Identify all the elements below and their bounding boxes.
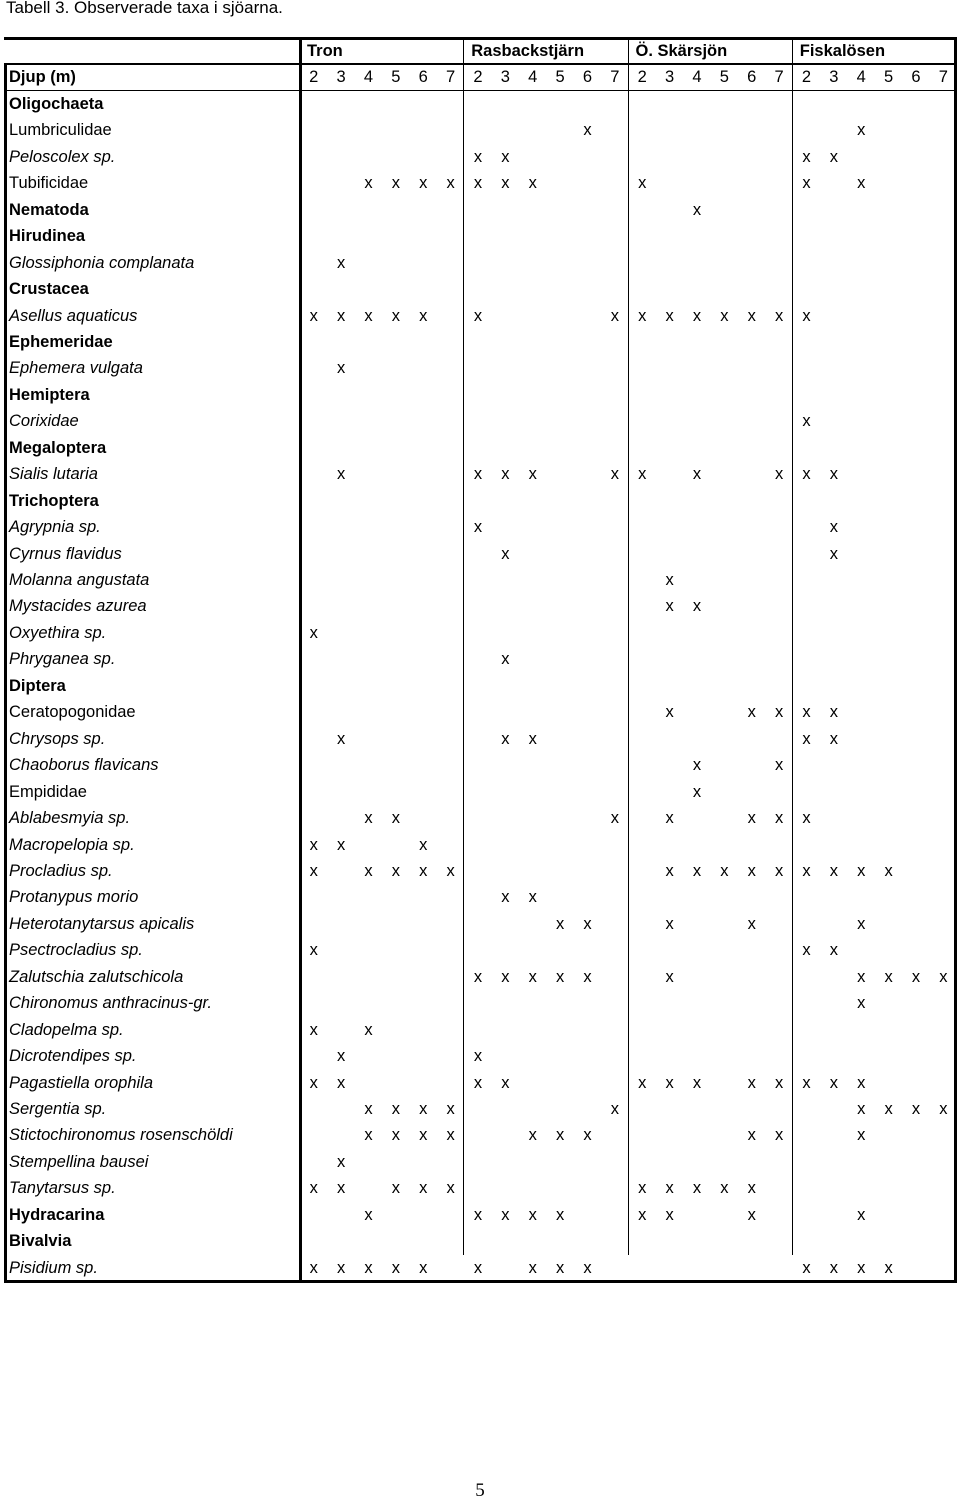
table-rule	[4, 64, 7, 1281]
presence-mark: x	[555, 914, 565, 933]
presence-mark: x	[665, 809, 674, 828]
presence-mark: x	[309, 306, 318, 325]
taxon-name: Molanna angustata	[9, 571, 150, 589]
presence-mark: x	[638, 1179, 647, 1198]
taxon-name: Dicrotendipes sp.	[9, 1047, 137, 1066]
presence-mark: x	[747, 703, 756, 722]
presence-mark: x	[829, 941, 838, 960]
presence-mark: x	[501, 174, 510, 193]
presence-mark: x	[747, 809, 756, 828]
presence-mark: x	[857, 861, 866, 880]
presence-mark: x	[473, 1258, 483, 1277]
presence-mark: x	[665, 1205, 674, 1224]
presence-mark: x	[857, 1126, 866, 1145]
depth-header: 7	[774, 68, 784, 87]
presence-mark: x	[665, 1179, 674, 1198]
depth-header: 3	[829, 68, 839, 87]
taxon-name: Megaloptera	[9, 438, 107, 457]
presence-mark: x	[802, 809, 811, 828]
taxon-name: Chrysops sp.	[9, 729, 106, 748]
presence-mark: x	[747, 1073, 756, 1092]
depth-header: 3	[500, 68, 510, 87]
taxon-name: Agrypnia sp.	[9, 518, 101, 537]
depth-header: 2	[309, 68, 319, 87]
depth-header: 2	[473, 68, 483, 87]
table-rule	[954, 38, 957, 1281]
presence-mark: x	[692, 861, 702, 880]
presence-mark: x	[528, 1258, 537, 1277]
presence-mark: x	[857, 1258, 866, 1277]
taxon-name: Bivalvia	[9, 1232, 72, 1251]
presence-mark: x	[583, 121, 592, 140]
presence-mark: x	[419, 1100, 428, 1118]
taxon-name: Zalutschia zalutschicola	[9, 967, 184, 986]
presence-mark: x	[747, 1126, 756, 1145]
presence-mark: x	[364, 306, 373, 325]
presence-mark: x	[555, 967, 565, 986]
depth-header: 5	[391, 68, 401, 87]
taxon-name: Psectrocladius sp.	[9, 941, 143, 960]
taxon-name: Cyrnus flavidus	[9, 544, 122, 563]
presence-mark: x	[364, 1258, 373, 1277]
presence-mark: x	[336, 465, 346, 484]
presence-mark: x	[802, 174, 811, 193]
presence-mark: x	[610, 465, 619, 484]
taxon-name: Asellus aquaticus	[9, 306, 138, 325]
depth-header: 6	[747, 68, 757, 87]
presence-mark: x	[884, 1258, 893, 1277]
depth-header: 7	[610, 68, 620, 87]
presence-mark: x	[802, 412, 811, 431]
presence-mark: x	[391, 1179, 400, 1198]
presence-mark: x	[309, 861, 318, 880]
lake-header: Tron	[307, 42, 343, 60]
depth-header: 7	[938, 68, 948, 87]
presence-mark: x	[336, 1073, 346, 1092]
presence-mark: x	[336, 1179, 346, 1198]
presence-mark: x	[610, 1100, 619, 1118]
presence-mark: x	[665, 597, 674, 616]
presence-mark: x	[391, 1100, 400, 1118]
taxon-name: Sergentia sp.	[9, 1100, 107, 1118]
presence-mark: x	[583, 1126, 592, 1145]
taxon-name: Tubificidae	[9, 174, 89, 193]
presence-mark: x	[391, 809, 400, 828]
presence-mark: x	[446, 1179, 455, 1198]
presence-mark: x	[391, 861, 400, 880]
presence-mark: x	[829, 518, 838, 537]
presence-mark: x	[829, 147, 838, 166]
depth-header: 3	[664, 68, 675, 87]
presence-mark: x	[473, 1205, 483, 1224]
taxon-name: Ephemeridae	[9, 332, 113, 351]
presence-mark: x	[692, 465, 702, 484]
presence-mark: x	[774, 306, 784, 325]
presence-mark: x	[336, 253, 346, 272]
presence-mark: x	[829, 1073, 838, 1092]
presence-mark: x	[747, 1205, 756, 1224]
depth-header: 2	[637, 68, 647, 87]
presence-mark: x	[364, 809, 373, 828]
depth-label: Djup (m)	[9, 68, 76, 87]
presence-mark: x	[583, 914, 592, 933]
presence-mark: x	[774, 1126, 784, 1145]
presence-mark: x	[774, 756, 784, 775]
table-caption: Tabell 3. Observerade taxa i sjöarna.	[6, 0, 283, 17]
presence-mark: x	[692, 200, 702, 219]
presence-mark: x	[501, 1205, 510, 1224]
presence-mark: x	[391, 1126, 400, 1145]
presence-mark: x	[336, 359, 346, 378]
presence-mark: x	[802, 306, 811, 325]
taxon-name: Procladius sp.	[9, 861, 113, 880]
presence-mark: x	[884, 1100, 893, 1118]
presence-mark: x	[692, 756, 702, 775]
presence-mark: x	[747, 914, 756, 933]
presence-mark: x	[720, 306, 729, 325]
presence-mark: x	[336, 1152, 346, 1171]
taxon-name: Oxyethira sp.	[9, 623, 107, 642]
presence-mark: x	[336, 1047, 346, 1066]
presence-mark: x	[364, 174, 373, 193]
taxon-name: Protanypus morio	[9, 888, 139, 907]
taxon-name: Cladopelma sp.	[9, 1020, 124, 1039]
presence-mark: x	[802, 941, 811, 960]
depth-header: 5	[555, 68, 565, 87]
presence-mark: x	[473, 1073, 483, 1092]
presence-mark: x	[692, 597, 702, 616]
presence-mark: x	[884, 861, 893, 880]
presence-mark: x	[501, 888, 510, 907]
taxon-name: Nematoda	[9, 200, 89, 219]
presence-mark: x	[802, 1258, 811, 1277]
presence-mark: x	[501, 650, 510, 669]
presence-mark: x	[665, 306, 674, 325]
presence-mark: x	[857, 1100, 866, 1118]
taxa-table	[4, 38, 957, 1295]
presence-mark: x	[364, 1205, 373, 1224]
presence-mark: x	[665, 571, 674, 589]
presence-mark: x	[857, 174, 866, 193]
presence-mark: x	[774, 703, 784, 722]
depth-header: 5	[719, 68, 729, 87]
presence-mark: x	[419, 174, 428, 193]
presence-mark: x	[419, 1126, 428, 1145]
presence-mark: x	[857, 994, 866, 1013]
depth-header: 6	[582, 68, 593, 87]
presence-mark: x	[309, 1258, 318, 1277]
presence-mark: x	[473, 174, 483, 193]
presence-mark: x	[309, 1179, 318, 1198]
depth-header: 3	[336, 68, 346, 87]
taxon-name: Empididae	[9, 782, 87, 801]
taxon-name: Sialis lutaria	[9, 465, 98, 484]
presence-mark: x	[336, 306, 346, 325]
presence-mark: x	[309, 835, 318, 854]
depth-header: 2	[801, 68, 812, 87]
presence-mark: x	[857, 121, 866, 140]
depth-header: 5	[883, 68, 894, 87]
presence-mark: x	[692, 1073, 702, 1092]
presence-mark: x	[583, 1258, 592, 1277]
presence-mark: x	[911, 1100, 921, 1118]
presence-mark: x	[802, 1073, 811, 1092]
taxon-name: Stempellina bausei	[9, 1152, 149, 1171]
presence-mark: x	[939, 1100, 948, 1118]
presence-mark: x	[336, 1258, 346, 1277]
presence-mark: x	[528, 1205, 537, 1224]
presence-mark: x	[692, 1179, 702, 1198]
presence-mark: x	[802, 861, 811, 880]
depth-header: 4	[528, 68, 538, 87]
presence-mark: x	[638, 174, 647, 193]
presence-mark: x	[501, 465, 510, 484]
lake-header: Rasbackstjärn	[471, 42, 585, 60]
taxon-name: Stictochironomus rosenschöldi	[9, 1126, 233, 1145]
presence-mark: x	[446, 1100, 455, 1118]
presence-mark: x	[336, 729, 346, 748]
presence-mark: x	[829, 703, 838, 722]
presence-mark: x	[473, 465, 483, 484]
presence-mark: x	[665, 1073, 674, 1092]
presence-mark: x	[309, 623, 318, 642]
presence-mark: x	[720, 1179, 729, 1198]
presence-mark: x	[501, 967, 510, 986]
presence-mark: x	[939, 967, 948, 986]
taxon-name: Tanytarsus sp.	[9, 1179, 116, 1198]
presence-mark: x	[720, 861, 729, 880]
presence-mark: x	[774, 465, 784, 484]
taxon-name: Crustacea	[9, 280, 89, 299]
taxon-name: Chaoborus flavicans	[9, 756, 159, 775]
presence-mark: x	[829, 861, 838, 880]
taxon-name: Hemiptera	[9, 385, 90, 404]
taxon-name: Glossiphonia complanata	[9, 253, 195, 272]
taxon-name: Peloscolex sp.	[9, 147, 116, 166]
taxon-name: Pisidium sp.	[9, 1258, 98, 1277]
presence-mark: x	[555, 1205, 565, 1224]
presence-mark: x	[473, 518, 483, 537]
depth-header: 6	[418, 68, 428, 87]
depth-header: 6	[911, 68, 921, 87]
presence-mark: x	[829, 544, 838, 563]
presence-mark: x	[747, 861, 756, 880]
presence-mark: x	[884, 967, 893, 986]
presence-mark: x	[802, 703, 811, 722]
presence-mark: x	[610, 809, 619, 828]
taxon-name: Hydracarina	[9, 1205, 105, 1224]
presence-mark: x	[774, 809, 784, 828]
presence-mark: x	[446, 861, 455, 880]
depth-header: 4	[692, 68, 702, 87]
presence-mark: x	[802, 729, 811, 748]
presence-mark: x	[419, 1258, 428, 1277]
taxon-name: Lumbriculidae	[9, 121, 112, 140]
presence-mark: x	[774, 1073, 784, 1092]
presence-mark: x	[911, 967, 921, 986]
presence-mark: x	[555, 1126, 565, 1145]
presence-mark: x	[747, 1179, 756, 1198]
presence-mark: x	[692, 782, 702, 801]
page-number: 5	[475, 1480, 485, 1501]
presence-mark: x	[665, 967, 674, 986]
taxon-name: Phryganea sp.	[9, 650, 116, 669]
presence-mark: x	[802, 465, 811, 484]
presence-mark: x	[528, 174, 537, 193]
presence-mark: x	[473, 147, 483, 166]
presence-mark: x	[610, 306, 619, 325]
presence-mark: x	[391, 1258, 400, 1277]
presence-mark: x	[665, 914, 674, 933]
presence-mark: x	[638, 306, 647, 325]
presence-mark: x	[829, 729, 838, 748]
presence-mark: x	[446, 1126, 455, 1145]
taxon-name: Oligochaeta	[9, 94, 104, 113]
presence-mark: x	[391, 306, 400, 325]
presence-mark: x	[364, 1020, 373, 1039]
presence-mark: x	[774, 861, 784, 880]
presence-mark: x	[857, 967, 866, 986]
presence-mark: x	[528, 465, 537, 484]
presence-mark: x	[857, 914, 866, 933]
presence-mark: x	[309, 1073, 318, 1092]
taxon-name: Heterotanytarsus apicalis	[9, 914, 195, 933]
presence-mark: x	[802, 147, 811, 166]
presence-mark: x	[665, 703, 674, 722]
presence-mark: x	[501, 544, 510, 563]
presence-mark: x	[638, 1205, 647, 1224]
presence-mark: x	[857, 1205, 866, 1224]
presence-mark: x	[555, 1258, 565, 1277]
presence-mark: x	[501, 1073, 510, 1092]
taxon-name: Pagastiella orophila	[9, 1073, 154, 1092]
lake-header: Fiskalösen	[799, 42, 886, 60]
presence-mark: x	[419, 1179, 428, 1198]
presence-mark: x	[692, 306, 702, 325]
presence-mark: x	[309, 1020, 318, 1039]
presence-mark: x	[419, 835, 428, 854]
taxon-name: Diptera	[9, 676, 66, 695]
presence-mark: x	[857, 1073, 866, 1092]
presence-mark: x	[473, 967, 483, 986]
presence-mark: x	[583, 967, 592, 986]
taxon-name: Trichoptera	[9, 491, 99, 510]
taxon-name: Corixidae	[9, 412, 79, 431]
taxon-name: Ephemera vulgata	[9, 359, 143, 378]
presence-mark: x	[829, 465, 838, 484]
presence-mark: x	[829, 1258, 838, 1277]
taxon-name: Mystacides azurea	[9, 597, 147, 616]
presence-mark: x	[473, 306, 483, 325]
presence-mark: x	[638, 465, 647, 484]
taxon-name: Macropelopia sp.	[9, 835, 135, 854]
taxon-name: Chironomus anthracinus-gr.	[9, 994, 212, 1013]
presence-mark: x	[528, 729, 537, 748]
presence-mark: x	[419, 306, 428, 325]
taxon-name: Hirudinea	[9, 227, 86, 246]
presence-mark: x	[473, 1047, 483, 1066]
presence-mark: x	[501, 147, 510, 166]
depth-header: 4	[363, 68, 374, 87]
presence-mark: x	[665, 861, 674, 880]
taxon-name: Ceratopogonidae	[9, 703, 136, 722]
presence-mark: x	[309, 941, 318, 960]
presence-mark: x	[364, 861, 373, 880]
presence-mark: x	[528, 967, 537, 986]
presence-mark: x	[638, 1073, 647, 1092]
presence-mark: x	[501, 729, 510, 748]
depth-header: 7	[445, 68, 456, 87]
taxon-name: Ablabesmyia sp.	[9, 809, 131, 828]
presence-mark: x	[446, 174, 455, 193]
presence-mark: x	[747, 306, 756, 325]
presence-mark: x	[391, 174, 400, 193]
presence-mark: x	[419, 861, 428, 880]
presence-mark: x	[528, 888, 537, 907]
presence-mark: x	[364, 1100, 373, 1118]
presence-mark: x	[364, 1126, 373, 1145]
lake-header: Ö. Skärsjön	[635, 42, 728, 60]
presence-mark: x	[528, 1126, 537, 1145]
depth-header: 4	[856, 68, 866, 87]
presence-mark: x	[336, 835, 346, 854]
